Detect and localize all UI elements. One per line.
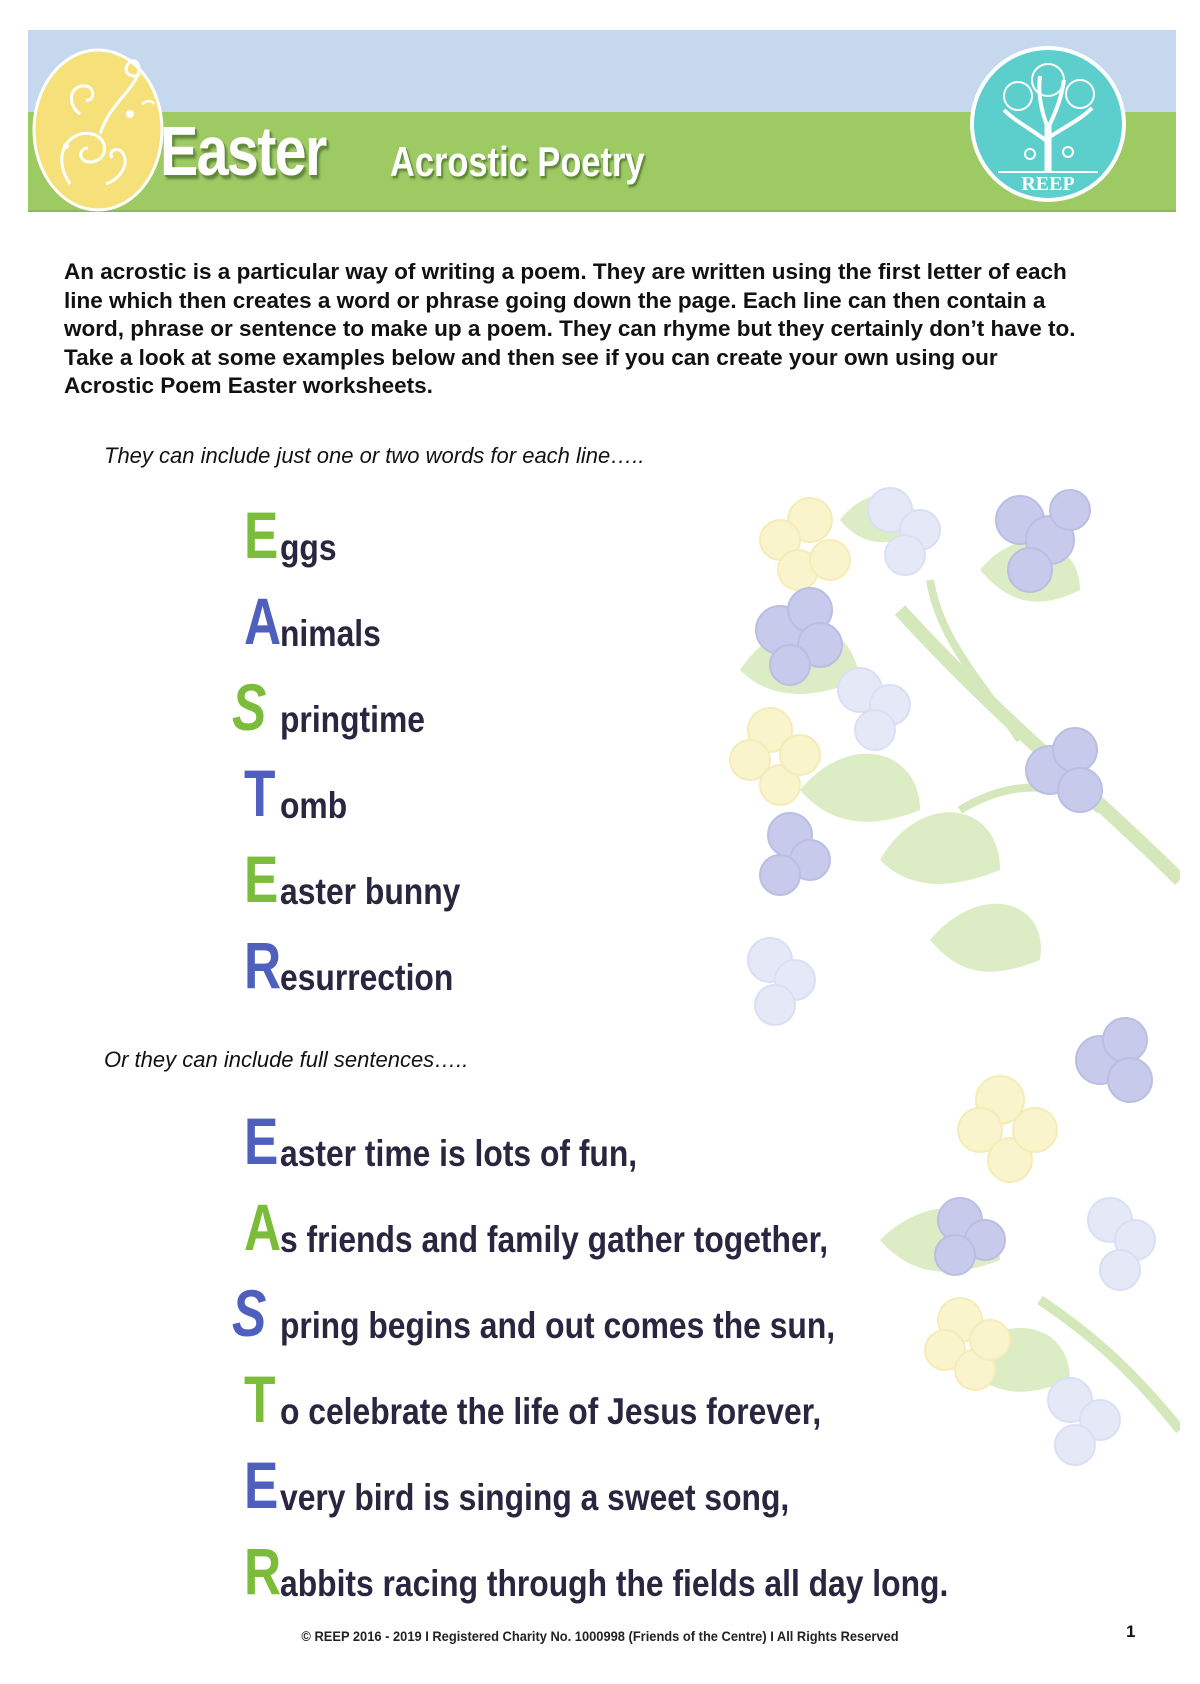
caption-short-words: They can include just one or two words for each line….. xyxy=(104,443,645,468)
poem-initial: E xyxy=(244,498,279,572)
poem-initial: A xyxy=(244,584,282,658)
poem-initial: E xyxy=(244,1104,279,1178)
poem-sentence: pring begins and out comes the sun, xyxy=(280,1305,836,1346)
poem-word: aster bunny xyxy=(280,871,461,912)
page-subtitle: Acrostic Poetry xyxy=(390,138,645,185)
caption-full-sentences: Or they can include full sentences….. xyxy=(104,1047,469,1072)
poem-word: pringtime xyxy=(280,699,425,740)
intro-line: word, phrase or sentence to make up a poem. They can rhyme but they certainly don’t have to. xyxy=(64,316,1076,341)
poem-initial: E xyxy=(244,1448,279,1522)
copyright-footer: © REEP 2016 - 2019 I Registered Charity No. 1000998 (Friends of the Centre) I All Rights Reserved xyxy=(301,1628,899,1644)
poem-word: nimals xyxy=(280,613,381,654)
poem-sentence: very bird is singing a sweet song, xyxy=(280,1477,790,1518)
poem-word: esurrection xyxy=(280,957,454,998)
poem-sentence: aster time is lots of fun, xyxy=(280,1133,638,1174)
intro-paragraph xyxy=(64,258,1154,401)
intro-line: Acrostic Poem Easter worksheets. xyxy=(64,373,433,398)
poem-sentence: s friends and family gather together, xyxy=(280,1219,829,1260)
poem-initial: R xyxy=(244,1534,282,1608)
poem-initial: A xyxy=(244,1190,282,1264)
page-title: Easter xyxy=(160,112,326,190)
logo-text: REEP xyxy=(1021,173,1075,195)
poem-initial: S xyxy=(232,1276,267,1350)
intro-line: An acrostic is a particular way of writing a poem. They are written using the first letter of each xyxy=(64,259,1067,284)
easter-egg-icon xyxy=(30,34,166,212)
poem-initial: E xyxy=(244,842,279,916)
intro-line: line which then creates a word or phrase going down the page. Each line can then contain a xyxy=(64,287,1046,313)
poem-word: omb xyxy=(280,785,348,826)
poem-sentence: o celebrate the life of Jesus forever, xyxy=(280,1391,822,1432)
poem-word: ggs xyxy=(280,527,337,568)
intro-line: Take a look at some examples below and then see if you can create your own using our xyxy=(64,344,998,370)
flower-branch-decoration xyxy=(680,480,1180,1600)
poem-initial: T xyxy=(244,1362,276,1436)
reep-tree-logo xyxy=(968,44,1128,204)
page-number: 1 xyxy=(1126,1622,1136,1641)
poem-initial: R xyxy=(244,928,282,1002)
poem-initial: T xyxy=(244,756,276,830)
poem-sentence: abbits racing through the fields all day long. xyxy=(280,1563,949,1604)
poem-initial: S xyxy=(232,670,267,744)
